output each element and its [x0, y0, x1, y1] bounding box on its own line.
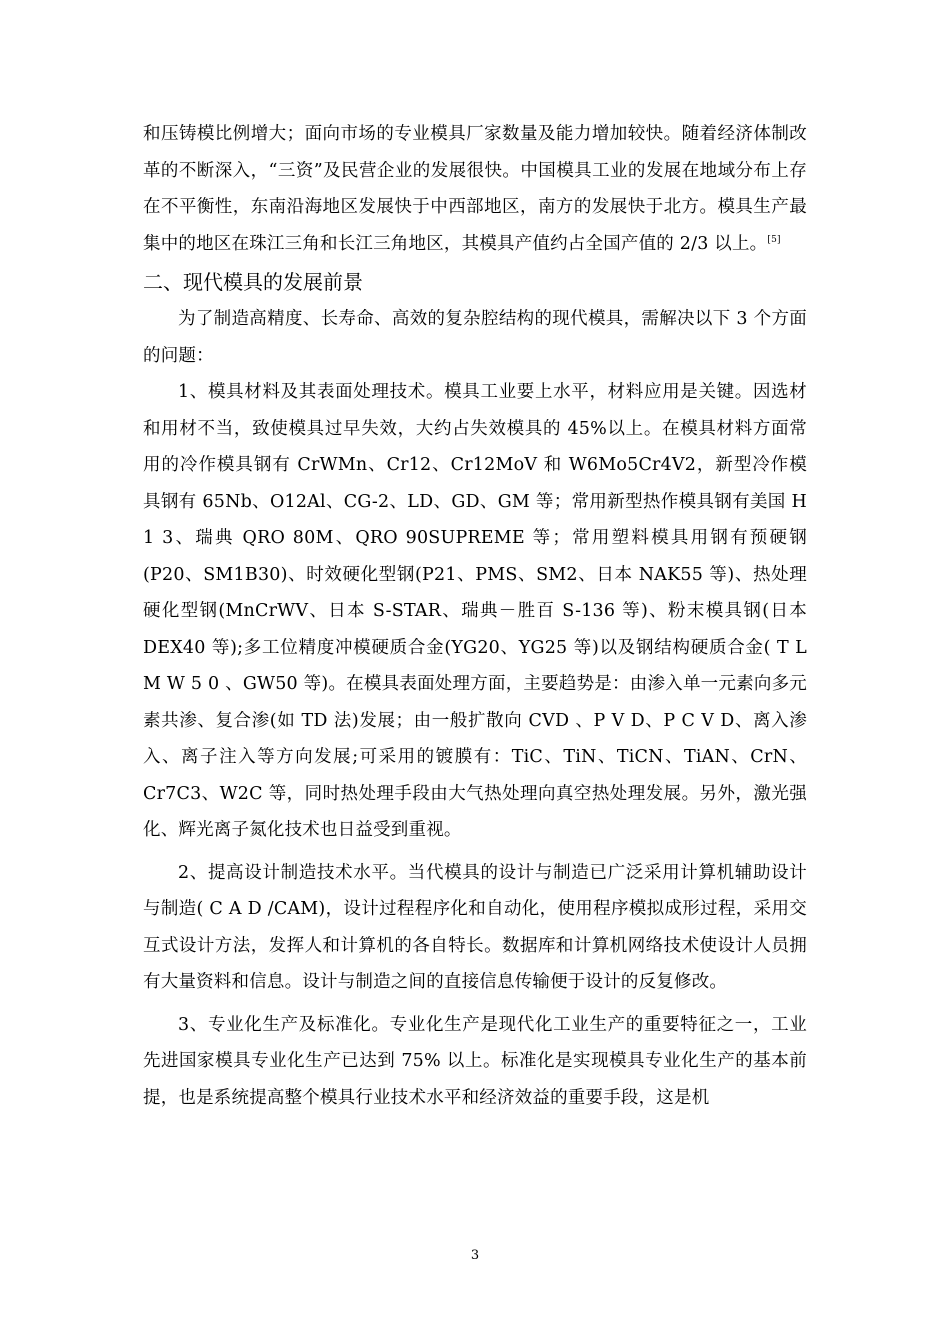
- paragraph-regional-distribution: [143, 116, 807, 262]
- section-heading: 二、现代模具的发展前景: [143, 270, 363, 294]
- paragraph-intro: 为了制造高精度、长寿命、高效的复杂腔结构的现代模具，需解决以下 3 个方面的问题：: [143, 309, 807, 366]
- paragraph-design-technology: 2、提高设计制造技术水平。当代模具的设计与制造已广泛采用计算机辅助设计与制造( C A D /CAM)，设计过程程序化和自动化，使用程序模拟成形过程，采用交互式设计方法，发挥人和计算机的各自特长。数据库和计算机网络技术使设计人员拥有大量资料和信息。设计与制造之间的直接信息传输便于设计的反复修改。: [143, 862, 807, 992]
- document-body: [143, 116, 807, 1116]
- page-number: 3: [470, 1248, 480, 1263]
- citation-reference: [5]: [767, 234, 781, 245]
- paragraph-materials: 1、模具材料及其表面处理技术。模具工业要上水平，材料应用是关键。因选材和用材不当，致使模具过早失效，大约占失效模具的 45%以上。在模具材料方面常用的冷作模具钢有 CrWMn、Cr12、Cr12MoV 和 W6Mo5Cr4V2，新型冷作模具钢有 65Nb、O12Al、CG-2、LD、GD、GM 等；常用新型热作模具钢有美国 H 1 3、瑞典 QRO 80M、QRO 90SUPREME 等；常用塑料模具用钢有预硬钢(P20、SM1B30)、时效硬化型钢(P21、PMS、SM2、日本 NAK55 等)、热处理硬化型钢(MnCrWV、日本 S-STAR、瑞典－胜百 S-136 等)、粉末模具钢(日本 DEX40 等);多工位精度冲模硬质合金(YG20、YG25 等)以及钢结构硬质合金( T L M W 5 0 、GW50 等)。在模具表面处理方面，主要趋势是：由渗入单一元素向多元素共渗、复合渗(如 TD 法)发展；由一般扩散向 CVD 、P V D、P C V D、离入渗入、离子注入等方向发展;可采用的镀膜有：TiC、TiN、TiCN、TiAN、CrN、Cr7C3、W2C 等，同时热处理手段由大气热处理向真空热处理发展。另外，激光强化、辉光离子氮化技术也日益受到重视。: [143, 382, 807, 840]
- paragraph-text: 和压铸模比例增大；面向市场的专业模具厂家数量及能力增加较快。随着经济体制改革的不断深入，“三资”及民营企业的发展很快。中国模具工业的发展在地域分布上存在不平衡性，东南沿海地区发展快于中西部地区，南方的发展快于北方。模具生产最集中的地区在珠江三角和长江三角地区，其模具产值约占全国产值的 2/3 以上。: [143, 124, 807, 254]
- paragraph-standardization: 3、专业化生产及标准化。专业化生产是现代化工业生产的重要特征之一，工业先进国家模具专业化生产已达到 75% 以上。标准化是实现模具专业化生产的基本前提，也是系统提高整个模具行业技术水平和经济效益的重要手段，这是机: [143, 1014, 807, 1108]
